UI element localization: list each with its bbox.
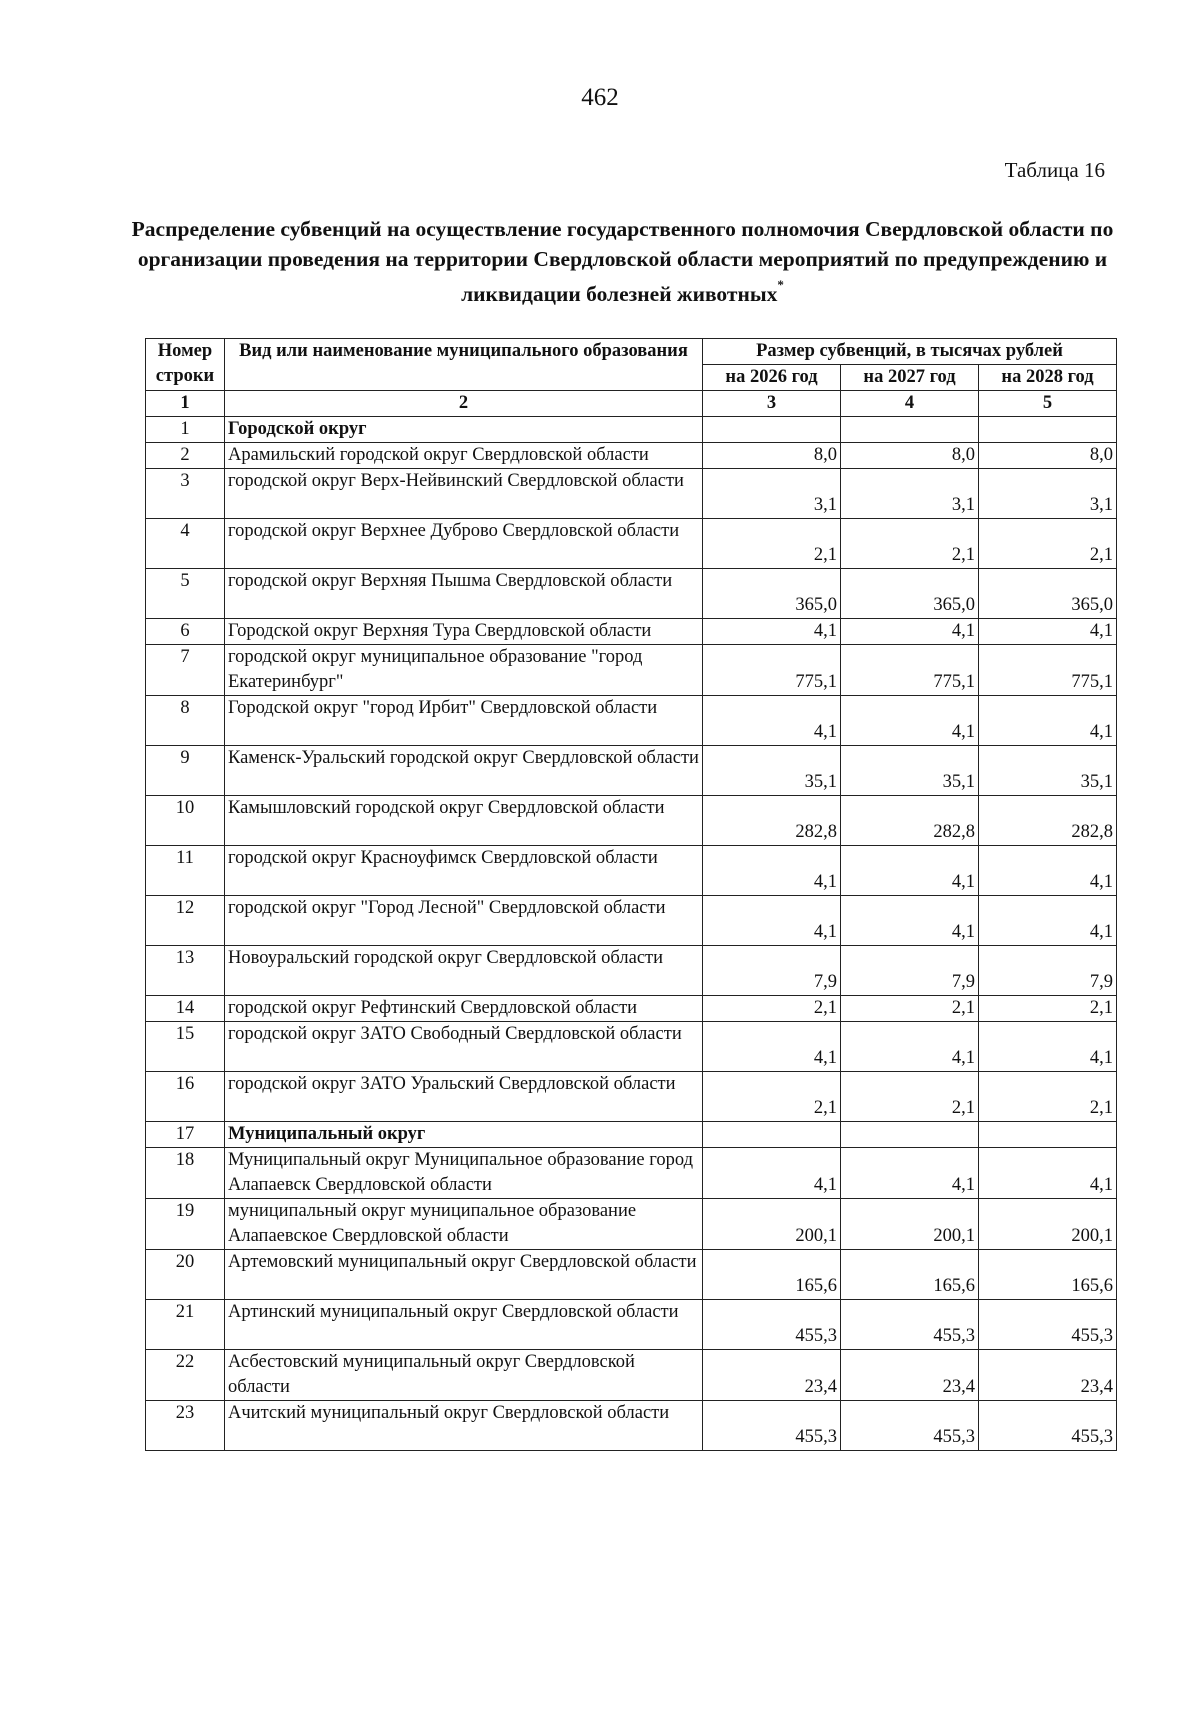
amount-2026: 2,1 bbox=[703, 519, 841, 569]
row-number: 12 bbox=[146, 896, 225, 946]
amount-2026 bbox=[703, 417, 841, 443]
municipality-name: Артемовский муниципальный округ Свердловской области bbox=[225, 1250, 703, 1300]
table-row bbox=[146, 696, 1117, 746]
page-number: 462 bbox=[581, 84, 619, 111]
amount-2028: 4,1 bbox=[979, 896, 1117, 946]
table-row bbox=[146, 996, 1117, 1022]
amount-2028 bbox=[979, 1122, 1117, 1148]
amount-2027 bbox=[841, 1122, 979, 1148]
table-row bbox=[146, 569, 1117, 619]
row-number: 7 bbox=[146, 645, 225, 696]
amount-2028: 2,1 bbox=[979, 1072, 1117, 1122]
amount-2027: 23,4 bbox=[841, 1350, 979, 1401]
municipality-name: Муниципальный округ Муниципальное образование город Алапаевск Свердловской области bbox=[225, 1148, 703, 1199]
row-number: 16 bbox=[146, 1072, 225, 1122]
row-number: 17 bbox=[146, 1122, 225, 1148]
header-year-2027: на 2027 год bbox=[841, 365, 979, 391]
table-row bbox=[146, 619, 1117, 645]
amount-2028: 4,1 bbox=[979, 1022, 1117, 1072]
amount-2026: 282,8 bbox=[703, 796, 841, 846]
amount-2027: 8,0 bbox=[841, 443, 979, 469]
municipality-name: Городской округ Верхняя Тура Свердловской области bbox=[225, 619, 703, 645]
amount-2027: 2,1 bbox=[841, 519, 979, 569]
amount-2027: 7,9 bbox=[841, 946, 979, 996]
amount-2026: 4,1 bbox=[703, 846, 841, 896]
amount-2027: 200,1 bbox=[841, 1199, 979, 1250]
row-number: 23 bbox=[146, 1401, 225, 1451]
amount-2028: 3,1 bbox=[979, 469, 1117, 519]
municipality-name: городской округ Верхнее Дуброво Свердловской области bbox=[225, 519, 703, 569]
amount-2026: 8,0 bbox=[703, 443, 841, 469]
table-row bbox=[146, 1199, 1117, 1250]
municipality-name: Каменск-Уральский городской округ Свердловской области bbox=[225, 746, 703, 796]
table-row bbox=[146, 746, 1117, 796]
row-number: 6 bbox=[146, 619, 225, 645]
amount-2028: 455,3 bbox=[979, 1401, 1117, 1451]
table-row bbox=[146, 519, 1117, 569]
amount-2026: 365,0 bbox=[703, 569, 841, 619]
row-number: 2 bbox=[146, 443, 225, 469]
section-name: Городской округ bbox=[225, 417, 703, 443]
title-text: Распределение субвенций на осуществление государственного полномочия Свердловской области по организации проведения на территории Свердловской области мероприятий по предупреждению и ликвидации болезней животных bbox=[131, 217, 1114, 307]
row-number: 14 bbox=[146, 996, 225, 1022]
amount-2027: 2,1 bbox=[841, 996, 979, 1022]
amount-2026: 2,1 bbox=[703, 1072, 841, 1122]
amount-2026: 165,6 bbox=[703, 1250, 841, 1300]
municipality-name: Арамильский городской округ Свердловской области bbox=[225, 443, 703, 469]
municipality-name: городской округ "Город Лесной" Свердловской области bbox=[225, 896, 703, 946]
municipality-name: городской округ муниципальное образование "город Екатеринбург" bbox=[225, 645, 703, 696]
amount-2028: 282,8 bbox=[979, 796, 1117, 846]
amount-2026: 4,1 bbox=[703, 1148, 841, 1199]
amount-2028: 4,1 bbox=[979, 619, 1117, 645]
amount-2027: 2,1 bbox=[841, 1072, 979, 1122]
table-row bbox=[146, 1022, 1117, 1072]
header-amount: Размер субвенций, в тысячах рублей bbox=[703, 339, 1117, 365]
amount-2028: 2,1 bbox=[979, 519, 1117, 569]
municipality-name: Ачитский муниципальный округ Свердловской области bbox=[225, 1401, 703, 1451]
table-row bbox=[146, 796, 1117, 846]
amount-2027: 455,3 bbox=[841, 1401, 979, 1451]
amount-2027: 35,1 bbox=[841, 746, 979, 796]
row-number: 3 bbox=[146, 469, 225, 519]
amount-2028: 8,0 bbox=[979, 443, 1117, 469]
row-number: 22 bbox=[146, 1350, 225, 1401]
amount-2026: 7,9 bbox=[703, 946, 841, 996]
column-index: 1 bbox=[146, 391, 225, 417]
municipality-name: Новоуральский городской округ Свердловской области bbox=[225, 946, 703, 996]
row-number: 5 bbox=[146, 569, 225, 619]
row-number: 10 bbox=[146, 796, 225, 846]
header-year-2028: на 2028 год bbox=[979, 365, 1117, 391]
table-row bbox=[146, 645, 1117, 696]
table-row bbox=[146, 946, 1117, 996]
amount-2027 bbox=[841, 417, 979, 443]
amount-2028: 23,4 bbox=[979, 1350, 1117, 1401]
amount-2028: 4,1 bbox=[979, 846, 1117, 896]
amount-2026: 2,1 bbox=[703, 996, 841, 1022]
municipality-name: муниципальный округ муниципальное образование Алапаевское Свердловской области bbox=[225, 1199, 703, 1250]
amount-2028: 7,9 bbox=[979, 946, 1117, 996]
table-row bbox=[146, 1300, 1117, 1350]
amount-2026: 4,1 bbox=[703, 619, 841, 645]
amount-2028: 4,1 bbox=[979, 696, 1117, 746]
header-year-2026: на 2026 год bbox=[703, 365, 841, 391]
amount-2026: 455,3 bbox=[703, 1401, 841, 1451]
table-row bbox=[146, 846, 1117, 896]
amount-2027: 775,1 bbox=[841, 645, 979, 696]
column-index: 2 bbox=[225, 391, 703, 417]
row-number: 1 bbox=[146, 417, 225, 443]
table-row bbox=[146, 1072, 1117, 1122]
amount-2026: 4,1 bbox=[703, 1022, 841, 1072]
amount-2027: 4,1 bbox=[841, 696, 979, 746]
row-number: 11 bbox=[146, 846, 225, 896]
municipality-name: Асбестовский муниципальный округ Свердловской области bbox=[225, 1350, 703, 1401]
table-row bbox=[146, 1148, 1117, 1199]
amount-2027: 4,1 bbox=[841, 1022, 979, 1072]
municipality-name: Артинский муниципальный округ Свердловской области bbox=[225, 1300, 703, 1350]
table-label: Таблица 16 bbox=[1004, 158, 1105, 182]
section-row bbox=[146, 417, 1117, 443]
municipality-name: городской округ ЗАТО Уральский Свердловской области bbox=[225, 1072, 703, 1122]
header-row-number: Номер строки bbox=[146, 339, 225, 391]
amount-2026: 455,3 bbox=[703, 1300, 841, 1350]
municipality-name: городской округ Верх-Нейвинский Свердловской области bbox=[225, 469, 703, 519]
title-footnote-mark: * bbox=[777, 277, 784, 292]
municipality-name: Городской округ "город Ирбит" Свердловской области bbox=[225, 696, 703, 746]
municipality-name: городской округ Верхняя Пышма Свердловской области bbox=[225, 569, 703, 619]
row-number: 4 bbox=[146, 519, 225, 569]
section-row bbox=[146, 1122, 1117, 1148]
amount-2028: 4,1 bbox=[979, 1148, 1117, 1199]
row-number: 19 bbox=[146, 1199, 225, 1250]
row-number: 15 bbox=[146, 1022, 225, 1072]
amount-2028: 455,3 bbox=[979, 1300, 1117, 1350]
amount-2027: 4,1 bbox=[841, 1148, 979, 1199]
column-index: 3 bbox=[703, 391, 841, 417]
header-municipality: Вид или наименование муниципального образования bbox=[225, 339, 703, 391]
row-number: 8 bbox=[146, 696, 225, 746]
column-index: 5 bbox=[979, 391, 1117, 417]
table-row bbox=[146, 443, 1117, 469]
amount-2027: 282,8 bbox=[841, 796, 979, 846]
table-row bbox=[146, 1401, 1117, 1451]
amount-2027: 3,1 bbox=[841, 469, 979, 519]
table-row bbox=[146, 896, 1117, 946]
amount-2028: 365,0 bbox=[979, 569, 1117, 619]
municipality-name: городской округ ЗАТО Свободный Свердловской области bbox=[225, 1022, 703, 1072]
amount-2027: 4,1 bbox=[841, 846, 979, 896]
row-number: 13 bbox=[146, 946, 225, 996]
row-number: 9 bbox=[146, 746, 225, 796]
amount-2027: 455,3 bbox=[841, 1300, 979, 1350]
amount-2028 bbox=[979, 417, 1117, 443]
amount-2026: 775,1 bbox=[703, 645, 841, 696]
amount-2026: 3,1 bbox=[703, 469, 841, 519]
amount-2027: 165,6 bbox=[841, 1250, 979, 1300]
table-row bbox=[146, 1250, 1117, 1300]
table-row bbox=[146, 1350, 1117, 1401]
municipality-name: городской округ Рефтинский Свердловской области bbox=[225, 996, 703, 1022]
amount-2027: 4,1 bbox=[841, 896, 979, 946]
amount-2026: 4,1 bbox=[703, 896, 841, 946]
row-number: 20 bbox=[146, 1250, 225, 1300]
amount-2026: 4,1 bbox=[703, 696, 841, 746]
amount-2028: 35,1 bbox=[979, 746, 1117, 796]
amount-2028: 775,1 bbox=[979, 645, 1117, 696]
section-name: Муниципальный округ bbox=[225, 1122, 703, 1148]
amount-2028: 200,1 bbox=[979, 1199, 1117, 1250]
subsidy-table bbox=[145, 338, 1117, 1451]
municipality-name: городской округ Красноуфимск Свердловской области bbox=[225, 846, 703, 896]
amount-2026: 23,4 bbox=[703, 1350, 841, 1401]
table-body bbox=[146, 417, 1117, 1451]
amount-2026 bbox=[703, 1122, 841, 1148]
row-number: 21 bbox=[146, 1300, 225, 1350]
municipality-name: Камышловский городской округ Свердловской области bbox=[225, 796, 703, 846]
amount-2028: 165,6 bbox=[979, 1250, 1117, 1300]
table-row bbox=[146, 469, 1117, 519]
row-number: 18 bbox=[146, 1148, 225, 1199]
amount-2027: 4,1 bbox=[841, 619, 979, 645]
amount-2026: 35,1 bbox=[703, 746, 841, 796]
column-index: 4 bbox=[841, 391, 979, 417]
amount-2027: 365,0 bbox=[841, 569, 979, 619]
amount-2028: 2,1 bbox=[979, 996, 1117, 1022]
document-title bbox=[130, 214, 1115, 309]
amount-2026: 200,1 bbox=[703, 1199, 841, 1250]
